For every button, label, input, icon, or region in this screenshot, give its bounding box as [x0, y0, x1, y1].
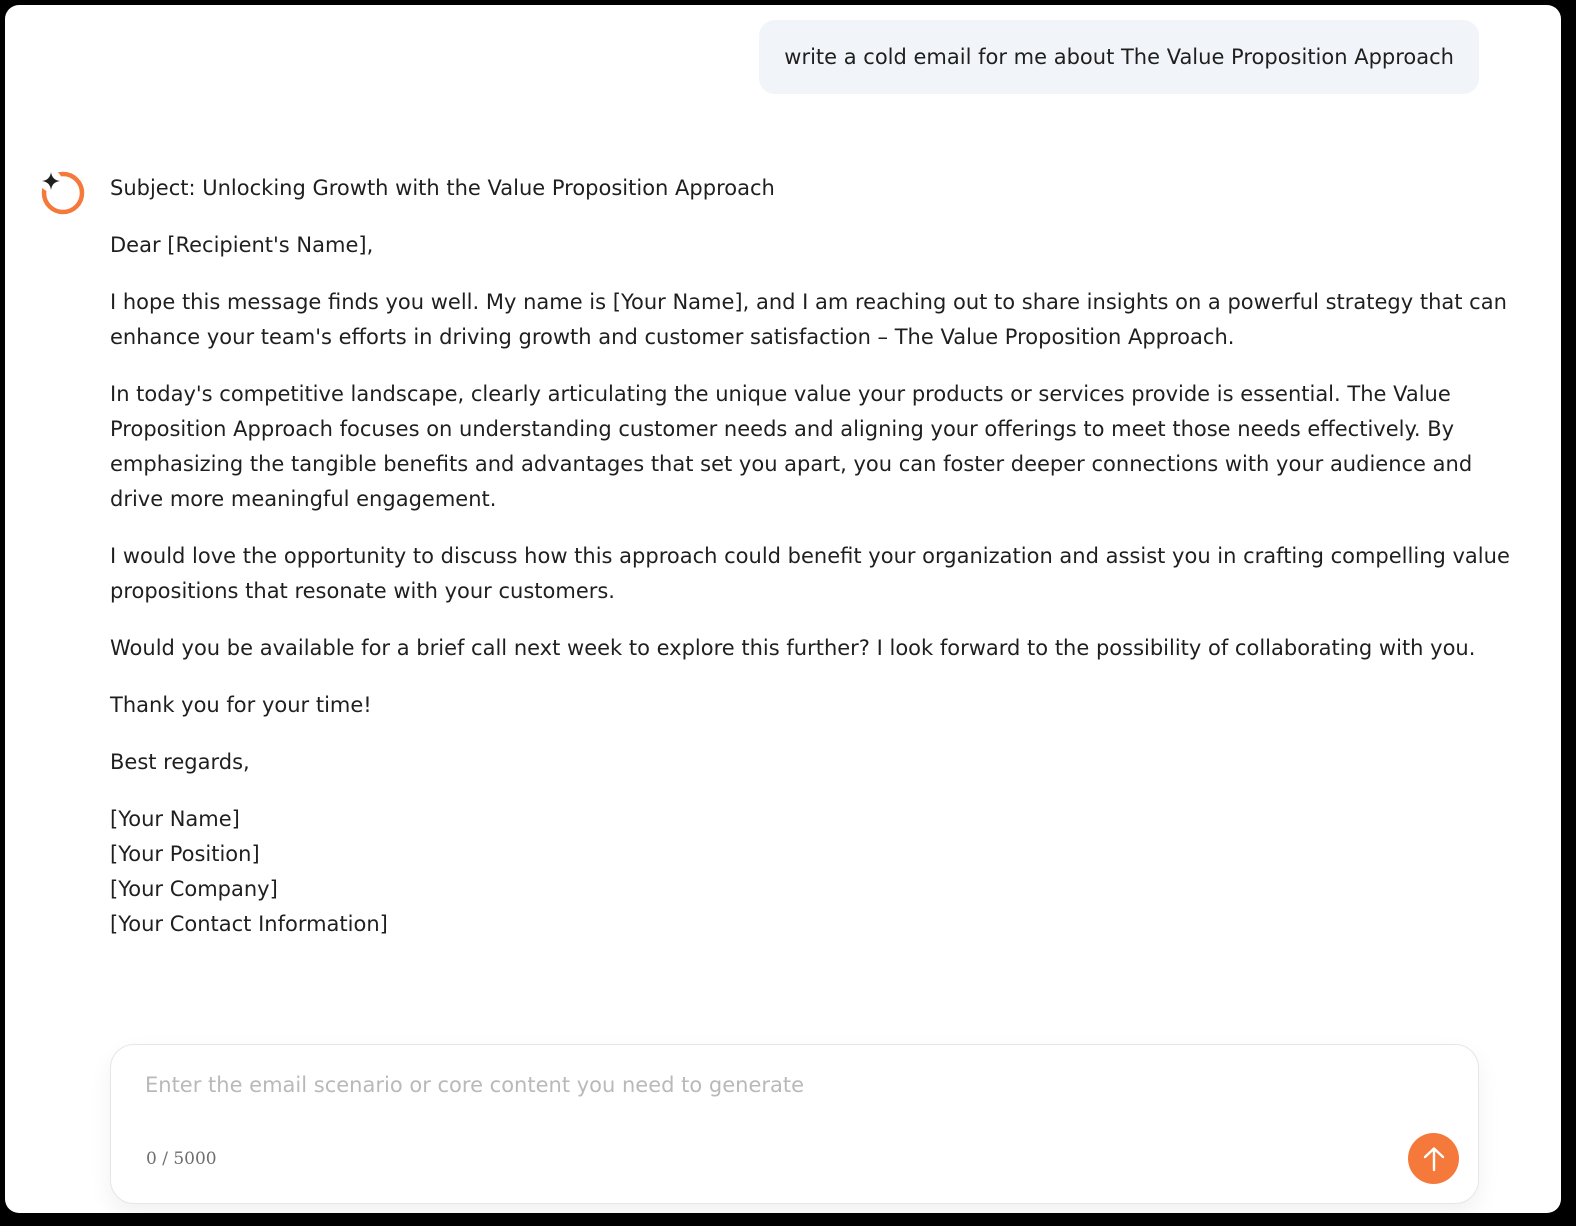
- signature-line: [Your Company]: [110, 877, 278, 901]
- email-closing: Best regards,: [110, 750, 250, 774]
- email-paragraph: Would you be available for a brief call next week to explore this further? I look forward to the possibility of collaborating with you.: [110, 636, 1476, 660]
- arrow-up-icon: [1419, 1144, 1449, 1174]
- signature-line: [Your Contact Information]: [110, 912, 388, 936]
- send-button[interactable]: [1408, 1133, 1459, 1184]
- email-thanks: Thank you for your time!: [110, 693, 372, 717]
- assistant-logo-icon: [38, 168, 88, 218]
- character-counter: 0 / 5000: [146, 1149, 217, 1169]
- user-message-text: write a cold email for me about The Value Proposition Approach: [784, 45, 1454, 69]
- user-message-bubble: [759, 20, 1479, 94]
- email-paragraph: I would love the opportunity to discuss how this approach could benefit your organization and assist you in crafting compelling value propositions that resonate with your customers.: [110, 544, 1510, 603]
- signature-line: [Your Position]: [110, 842, 260, 866]
- email-scenario-input[interactable]: [145, 1073, 1425, 1097]
- email-subject: Subject: Unlocking Growth with the Value Proposition Approach: [110, 176, 775, 200]
- email-paragraph: In today's competitive landscape, clearly articulating the unique value your products or services provide is essential. The Value Proposition Approach focuses on understanding customer needs and aligning your offerings to meet those needs effectively. By emphasizing the tangible benefits and advantages that set you apart, you can foster deeper connections with your audience and drive more meaningful engagement.: [110, 382, 1473, 511]
- chat-window: [5, 5, 1561, 1213]
- signature-line: [Your Name]: [110, 807, 240, 831]
- email-greeting: Dear [Recipient's Name],: [110, 233, 374, 257]
- assistant-message: [110, 171, 1510, 942]
- message-composer: [110, 1044, 1479, 1204]
- email-paragraph: I hope this message finds you well. My name is [Your Name], and I am reaching out to share insights on a powerful strategy that can enhance your team's efforts in driving growth and customer satisfaction – The Value Proposition Approach.: [110, 290, 1507, 349]
